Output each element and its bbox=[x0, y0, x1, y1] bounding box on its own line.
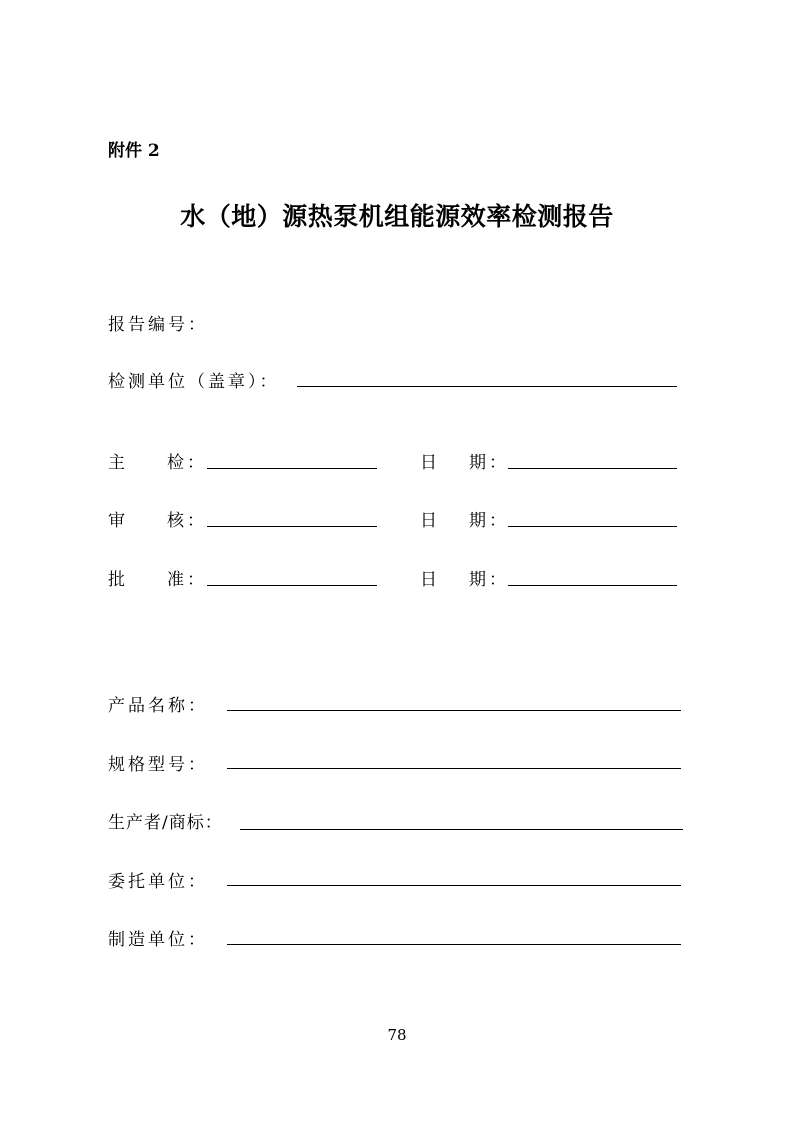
approver-label-a: 批 bbox=[108, 570, 128, 590]
date-label-b: 期： bbox=[469, 453, 509, 473]
reviewer-label-b: 核： bbox=[167, 511, 207, 531]
product-name-line[interactable] bbox=[227, 710, 681, 711]
maker-unit-line[interactable] bbox=[227, 944, 681, 945]
model-label: 规格型号： bbox=[108, 755, 208, 775]
date-label-b: 期： bbox=[469, 511, 509, 531]
date-label-b: 期： bbox=[469, 570, 509, 590]
approver-date-line[interactable] bbox=[508, 585, 677, 586]
date-label-a: 日 bbox=[420, 570, 440, 590]
inspector-date-line[interactable] bbox=[508, 468, 677, 469]
maker-unit-label: 制造单位： bbox=[108, 930, 208, 950]
client-unit-line[interactable] bbox=[227, 885, 681, 886]
page-number: 78 bbox=[387, 1026, 407, 1044]
attachment-label: 附件 2 bbox=[108, 141, 160, 161]
inspector-label-a: 主 bbox=[108, 453, 128, 473]
manufacturer-label: 生产者/商标： bbox=[108, 813, 223, 833]
test-unit-label: 检测单位（盖章）： bbox=[108, 372, 280, 392]
document-title: 水（地）源热泵机组能源效率检测报告 bbox=[180, 202, 614, 231]
report-number-label: 报告编号： bbox=[108, 315, 208, 335]
date-label-a: 日 bbox=[420, 453, 440, 473]
manufacturer-line[interactable] bbox=[240, 829, 683, 830]
client-unit-label: 委托单位： bbox=[108, 872, 208, 892]
approver-label-b: 准： bbox=[167, 570, 207, 590]
inspector-line[interactable] bbox=[207, 468, 377, 469]
reviewer-label-a: 审 bbox=[108, 511, 128, 531]
reviewer-line[interactable] bbox=[207, 526, 377, 527]
approver-line[interactable] bbox=[207, 585, 377, 586]
test-unit-line[interactable] bbox=[297, 386, 677, 387]
inspector-label-b: 检： bbox=[167, 453, 207, 473]
product-name-label: 产品名称： bbox=[108, 696, 208, 716]
reviewer-date-line[interactable] bbox=[508, 526, 677, 527]
date-label-a: 日 bbox=[420, 511, 440, 531]
model-line[interactable] bbox=[227, 768, 681, 769]
